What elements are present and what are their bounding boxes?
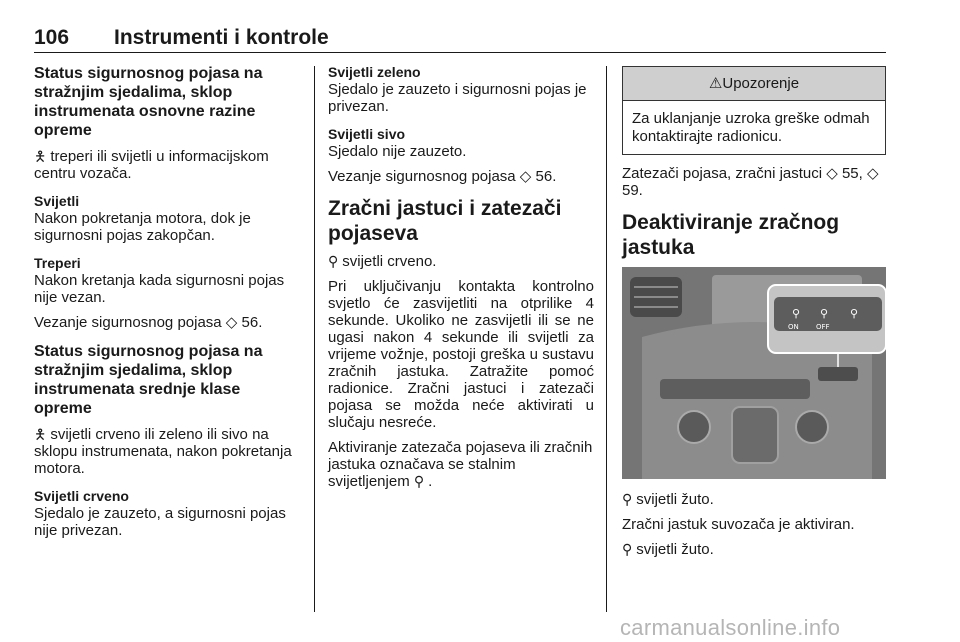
- heading-deactivation: Deaktiviranje zračnog jastuka: [622, 211, 840, 259]
- airbag-icon: ⚲: [413, 473, 425, 489]
- heading-basic-cluster: Status sigurnosnog pojasa na stražnjim sjedalima, sklop instrumenata osnovne razine opreme: [34, 65, 263, 139]
- paragraph-ignition: Pri uključivanju kontakta kontrolno svjetlo će zasvijetliti na otprilike 4 sekunde. Ukoliko ne zasvijetli ili se ne ugasi nakon 4 sekunde ili svijetli za vrijeme vožnje, postoji greška u sustavu zračnih jastuka. Zatražite pomoć radionice. Zračni jastuci i zatezači pojasa se možda neće aktivirati u slučaju nesreće.: [328, 278, 594, 431]
- paragraph-green: Sjedalo je zauzeto i sigurnosni pojas je privezan.: [328, 81, 587, 115]
- page-title: Instrumenti i kontrole: [114, 26, 329, 49]
- column-3: [622, 64, 886, 566]
- airbag-icon: ⚲: [850, 307, 859, 320]
- paragraph-yellow-1: ⚲ svijetli žuto.: [622, 491, 714, 508]
- seatbelt-icon: 🯅: [34, 426, 47, 442]
- paragraph-blink2: Nakon kretanja kada sigurnosni pojas nije vezan.: [34, 272, 285, 306]
- reference-seatbelt: Vezanje sigurnosnog pojasa ◇ 56.: [34, 314, 263, 331]
- heading-airbags: Zračni jastuci i zatezači pojaseva: [328, 197, 562, 245]
- page-number: 106: [34, 26, 70, 49]
- page-header: [34, 26, 886, 53]
- airbag-on-icon: ⚲: [792, 307, 801, 320]
- airbag-off-icon: ⚲: [820, 307, 829, 320]
- column-divider: [314, 66, 315, 612]
- reference-airbags: Zatezači pojasa, zračni jastuci ◇ 55, ◇ 59.: [622, 165, 879, 199]
- subheading-red: Svijetli crveno: [34, 488, 129, 504]
- paragraph-yellow-2: ⚲ svijetli žuto.: [622, 541, 714, 558]
- column-1: [34, 64, 302, 550]
- paragraph-passenger-activated: Zračni jastuk suvozača je aktiviran.: [622, 516, 855, 533]
- paragraph-blink: 🯅 treperi ili svijetli u informacijskom centru vozača.: [34, 148, 269, 182]
- airbag-on-icon: ⚲: [622, 491, 633, 507]
- reference-seatbelt: Vezanje sigurnosnog pojasa ◇ 56.: [328, 168, 557, 185]
- paragraph-red-airbag: ⚲ svijetli crveno.: [328, 253, 437, 270]
- seatbelt-icon: 🯅: [34, 148, 47, 164]
- warning-header: ⚠Upozorenje: [623, 67, 885, 101]
- watermark: carmanualsonline.info: [620, 615, 841, 640]
- warning-box: [622, 66, 886, 155]
- subheading-grey: Svijetli sivo: [328, 126, 406, 142]
- label-off: OFF: [816, 323, 830, 331]
- subheading-green: Svijetli zeleno: [328, 64, 421, 80]
- paragraph-red: Sjedalo je zauzeto, a sigurnosni pojas nije privezan.: [34, 505, 286, 539]
- label-on: ON: [788, 323, 799, 331]
- paragraph-activated: Aktiviranje zatezača pojaseva ili zračnih jastuka označava se stalnim svijetljenjem ⚲ .: [328, 439, 593, 490]
- warning-body: Za uklanjanje uzroka greške odmah kontaktirajte radionicu.: [632, 110, 870, 145]
- heading-mid-cluster: Status sigurnosnog pojasa na stražnjim sjedalima, sklop instrumenata srednje klase opreme: [34, 343, 263, 417]
- subheading-on: Svijetli: [34, 193, 80, 209]
- warning-triangle-icon: ⚠: [708, 75, 723, 92]
- subheading-blink: Treperi: [34, 255, 81, 271]
- column-divider: [606, 66, 607, 612]
- column-2: [328, 64, 594, 501]
- dashboard-photo: [622, 267, 886, 479]
- airbag-icon: ⚲: [328, 253, 339, 269]
- paragraph-grey: Sjedalo nije zauzeto.: [328, 143, 467, 160]
- paragraph-colors: 🯅 svijetli crveno ili zeleno ili sivo na sklopu instrumenata, nakon pokretanja motora.: [34, 426, 292, 477]
- paragraph-on: Nakon pokretanja motora, dok je sigurnosni pojas zakopčan.: [34, 210, 251, 244]
- airbag-off-icon: ⚲: [622, 541, 633, 557]
